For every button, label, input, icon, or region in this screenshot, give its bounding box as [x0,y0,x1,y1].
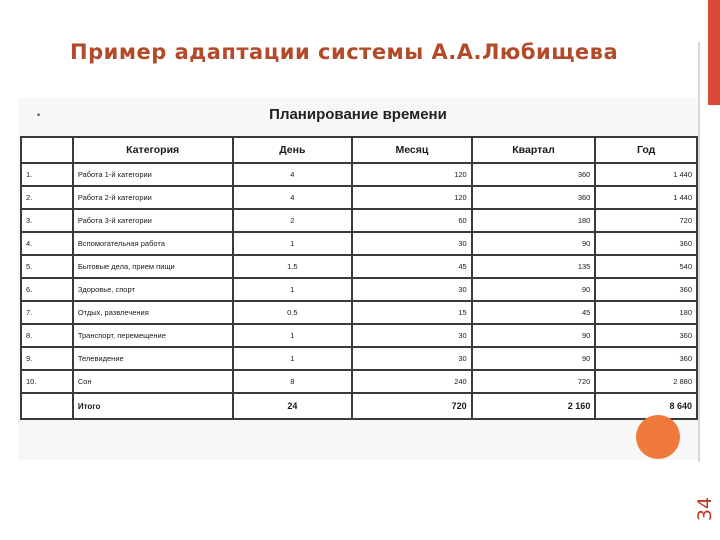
total-number [21,393,73,419]
row-quarter: 360 [472,163,596,186]
total-month: 720 [352,393,472,419]
header-month: Месяц [352,137,472,163]
row-year: 540 [595,255,697,278]
row-day: 1 [233,278,353,301]
header-quarter: Квартал [472,137,596,163]
row-year: 360 [595,232,697,255]
row-category: Телевидение [73,347,233,370]
total-quarter: 2 160 [472,393,596,419]
row-day: 1 [233,232,353,255]
row-day: 1 [233,324,353,347]
row-day: 1 [233,347,353,370]
table-row [21,186,697,209]
row-category: Работа 3-й категории [73,209,233,232]
total-label: Итого [73,393,233,419]
row-number: 6. [21,278,73,301]
row-number: 3. [21,209,73,232]
row-month: 45 [352,255,472,278]
side-divider [698,42,700,462]
row-quarter: 90 [472,324,596,347]
table-row [21,278,697,301]
row-quarter: 360 [472,186,596,209]
header-category: Категория [73,137,233,163]
row-number: 1. [21,163,73,186]
row-month: 240 [352,370,472,393]
row-category: Здоровье, спорт [73,278,233,301]
total-day: 24 [233,393,353,419]
row-month: 30 [352,278,472,301]
row-number: 8. [21,324,73,347]
row-category: Отдых, развлечения [73,301,233,324]
row-day: 4 [233,186,353,209]
table-row [21,255,697,278]
total-row [21,393,697,419]
row-month: 120 [352,186,472,209]
header-num [21,137,73,163]
row-day: 2 [233,209,353,232]
row-year: 360 [595,324,697,347]
row-year: 2 880 [595,370,697,393]
header-day: День [233,137,353,163]
bullet-mark: • [37,110,41,120]
row-month: 60 [352,209,472,232]
row-quarter: 180 [472,209,596,232]
table-row [21,370,697,393]
row-month: 30 [352,324,472,347]
table-row [21,163,697,186]
row-category: Работа 2-й категории [73,186,233,209]
table-row [21,209,697,232]
schedule-table [20,136,698,420]
row-year: 1 440 [595,163,697,186]
table-row [21,301,697,324]
row-day: 4 [233,163,353,186]
row-category: Транспорт, перемещение [73,324,233,347]
row-category: Работа 1-й категории [73,163,233,186]
row-quarter: 135 [472,255,596,278]
row-quarter: 90 [472,278,596,301]
row-year: 1 440 [595,186,697,209]
table-row [21,232,697,255]
row-day: 1.5 [233,255,353,278]
row-month: 30 [352,347,472,370]
row-year: 360 [595,347,697,370]
row-category: Сон [73,370,233,393]
row-year: 360 [595,278,697,301]
row-number: 10. [21,370,73,393]
row-quarter: 90 [472,347,596,370]
row-year: 720 [595,209,697,232]
row-day: 8 [233,370,353,393]
row-month: 120 [352,163,472,186]
row-number: 9. [21,347,73,370]
total-year: 8 640 [595,393,697,419]
table-row [21,347,697,370]
row-quarter: 720 [472,370,596,393]
document-heading: Планирование времени [269,106,447,123]
row-number: 4. [21,232,73,255]
row-category: Бытовые дела, прием пищи [73,255,233,278]
header-year: Год [595,137,697,163]
row-year: 180 [595,301,697,324]
row-number: 5. [21,255,73,278]
row-quarter: 90 [472,232,596,255]
slide-title: Пример адаптации системы А.А.Любищева [70,40,619,64]
row-number: 2. [21,186,73,209]
table-row [21,324,697,347]
decorative-circle [636,415,680,459]
accent-bar [708,0,720,105]
row-quarter: 45 [472,301,596,324]
row-number: 7. [21,301,73,324]
row-month: 30 [352,232,472,255]
row-day: 0.5 [233,301,353,324]
row-category: Вспомогательная работа [73,232,233,255]
row-month: 15 [352,301,472,324]
table-header-row [21,137,697,163]
slide-number: 34 [694,496,716,522]
